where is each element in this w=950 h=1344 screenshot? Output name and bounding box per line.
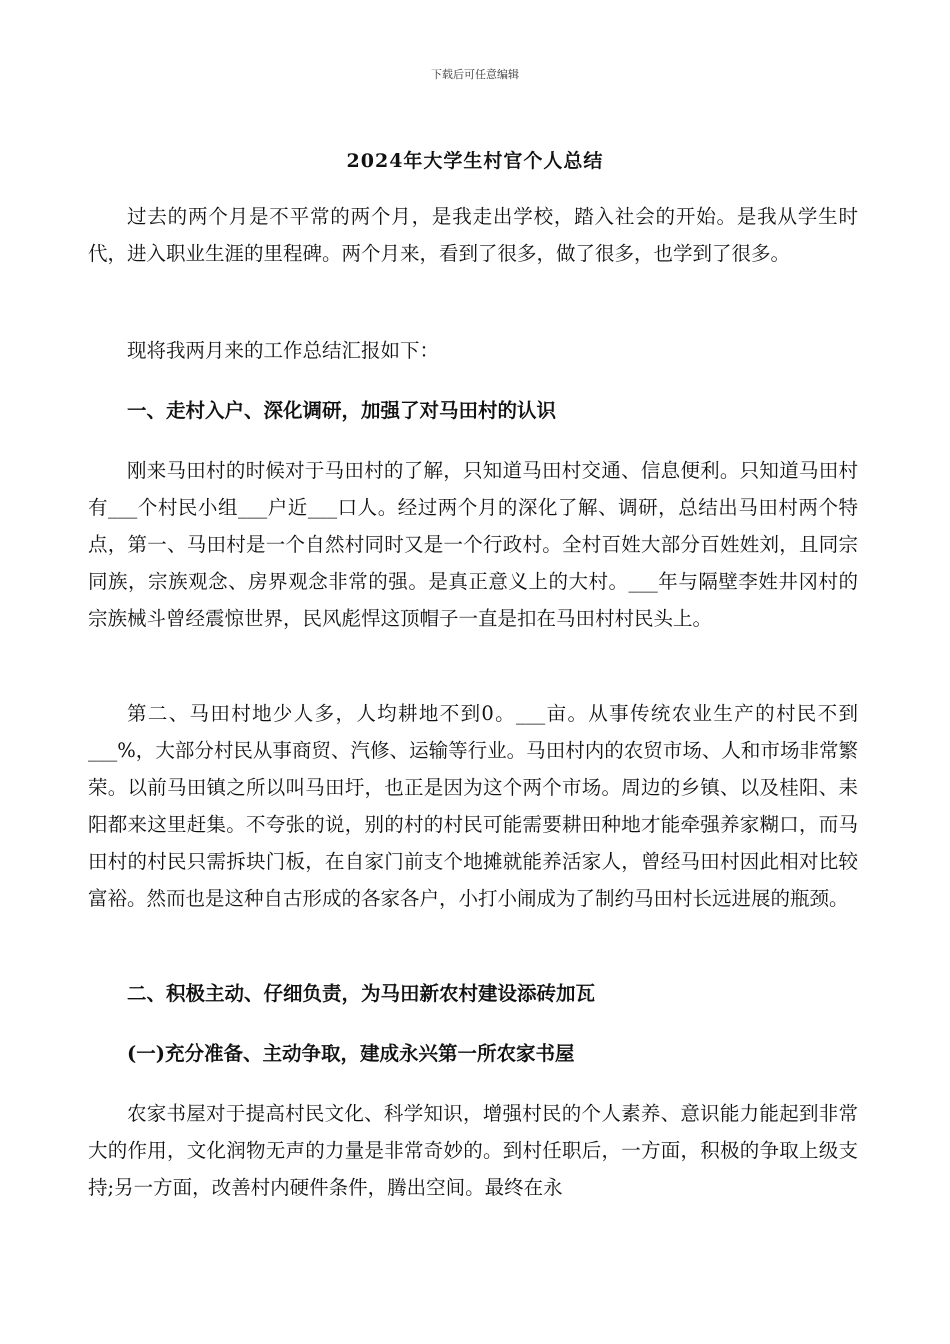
section-1-paragraph-1: 刚来马田村的时候对于马田村的了解，只知道马田村交通、信息便利。只知道马田村有___个村民小组___户近___口人。经过两个月的深化了解、调研，总结出马田村两个特点，第一、马田村是一个自然村同时又是一个行政村。全村百姓大部分百姓姓刘，且同宗同族，宗族观念、房界观念非常的强。是真正意义上的大村。___年与隔壁李姓井冈村的宗族械斗曾经震惊世界，民风彪悍这顶帽子一直是扣在马田村村民头上。 (88, 459, 858, 630)
section-2-paragraph-1: 农家书屋对于提高村民文化、科学知识，增强村民的个人素养、意识能力能起到非常大的作用，文化润物无声的力量是非常奇妙的。到村任职后，一方面，积极的争取上级支持;另一方面，改善村内硬件条件，腾出空间。最终在永 (88, 1102, 858, 1199)
section-2-heading: 二、积极主动、仔细负责，为马田新农村建设添砖加瓦 (127, 982, 596, 1005)
header-note: 下载后可任意编辑 (431, 68, 519, 81)
report-paragraph: 现将我两月来的工作总结汇报如下： (127, 339, 440, 362)
section-1-heading: 一、走村入户、深化调研，加强了对马田村的认识 (127, 399, 557, 422)
section-2-subheading-1: (一)充分准备、主动争取，建成永兴第一所农家书屋 (127, 1042, 575, 1065)
page-title: 2024年大学生村官个人总结 (346, 150, 604, 172)
section-1-paragraph-2: 第二、马田村地少人多，人均耕地不到0。___亩。从事传统农业生产的村民不到___%，大部分村民从事商贸、汽修、运输等行业。马田村内的农贸市场、人和市场非常繁荣。以前马田镇之所以叫马田圩，也正是因为这个两个市场。周边的乡镇、以及桂阳、耒阳都来这里赶集。不夸张的说，别的村的村民可能需要耕田种地才能牵强养家糊口，而马田村的村民只需拆块门板，在自家门前支个地摊就能养活家人，曾经马田村因此相对比较富裕。然而也是这种自古形成的各家各户，小打小闹成为了制约马田村长远进展的瓶颈。 (88, 702, 858, 910)
intro-paragraph: 过去的两个月是不平常的两个月，是我走出学校，踏入社会的开始。是我从学生时代，进入职业生涯的里程碑。两个月来，看到了很多，做了很多，也学到了很多。 (88, 205, 858, 265)
